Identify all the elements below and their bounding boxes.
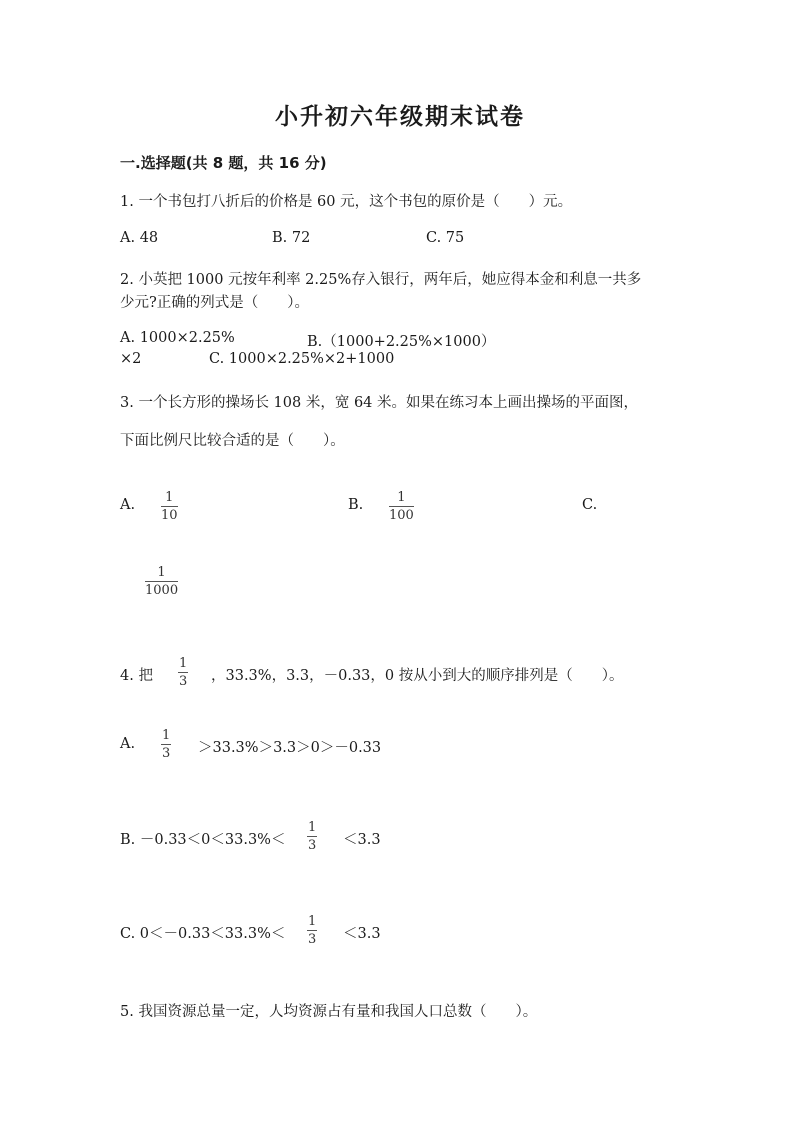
fraction-numerator: 1 [157, 565, 166, 580]
section-heading: 一.选择题(共 8 题，共 16 分) [120, 154, 327, 172]
question-1-stem: 1. 一个书包打八折后的价格是 60 元，这个书包的原价是（ ）元。 [120, 194, 573, 210]
fraction-numerator: 1 [397, 490, 406, 505]
q4-option-b-text: B. －0.33＜0＜33.3%＜ [120, 832, 286, 848]
q1-option-c: C. 75 [426, 230, 465, 246]
question-3-stem-line1: 3. 一个长方形的操场长 108 米，宽 64 米。如果在练习本上画出操场的平面图， [120, 395, 639, 411]
q1-option-a: A. 48 [120, 230, 159, 246]
fraction-numerator: 1 [165, 490, 174, 505]
fraction-denominator: 100 [389, 508, 414, 523]
q2-option-a: A. 1000×2.25% [120, 330, 235, 346]
q2-option-b-continued: ×2 [120, 351, 142, 367]
q3-option-b-label: B. [348, 497, 364, 513]
q4-option-a-fraction [161, 729, 171, 760]
fraction-numerator: 1 [308, 820, 317, 835]
page-title: 小升初六年级期末试卷 [275, 103, 525, 130]
question-4-lead: 4. 把 [120, 668, 153, 684]
q4-option-b-fraction [307, 821, 317, 852]
fraction-numerator: 1 [308, 914, 317, 929]
fraction-denominator: 3 [308, 838, 317, 853]
fraction-numerator: 1 [179, 656, 188, 671]
q1-option-b: B. 72 [272, 230, 311, 246]
q4-option-a-rest: ＞33.3%＞3.3＞0＞－0.33 [198, 740, 382, 756]
question-5-stem: 5. 我国资源总量一定，人均资源占有量和我国人口总数（ ）。 [120, 1004, 538, 1020]
fraction-denominator: 3 [179, 674, 188, 689]
fraction-numerator: 1 [162, 728, 171, 743]
q2-option-b: B.（1000+2.25%×1000） [307, 334, 496, 350]
q3-option-c-label: C. [582, 497, 598, 513]
q3-option-c-fraction [145, 566, 178, 597]
q3-option-a-label: A. [120, 497, 136, 513]
q4-stem-fraction [178, 657, 188, 688]
question-4-stem-rest: ，33.3%，3.3，－0.33，0 按从小到大的顺序排列是（ ）。 [211, 668, 624, 684]
q3-option-b-fraction [389, 491, 414, 522]
q4-option-c-text: C. 0＜－0.33＜33.3%＜ [120, 926, 286, 942]
q4-option-c-fraction [307, 915, 317, 946]
question-2-stem-line1: 2. 小英把 1000 元按年利率 2.25%存入银行，两年后，她应得本金和利息一共多 [120, 272, 642, 288]
fraction-denominator: 3 [162, 746, 171, 761]
question-2-stem-line2: 少元?正确的列式是（ ）。 [120, 295, 310, 311]
q4-option-a-label: A. [120, 736, 136, 752]
question-3-stem-line2: 下面比例尺比较合适的是（ ）。 [120, 433, 345, 449]
fraction-denominator: 1000 [145, 583, 179, 598]
fraction-denominator: 10 [161, 508, 178, 523]
fraction-denominator: 3 [308, 932, 317, 947]
q3-option-a-fraction [161, 491, 178, 522]
q4-option-b-rest: ＜3.3 [343, 832, 381, 848]
q2-option-c: C. 1000×2.25%×2+1000 [209, 351, 395, 367]
q4-option-c-rest: ＜3.3 [343, 926, 381, 942]
